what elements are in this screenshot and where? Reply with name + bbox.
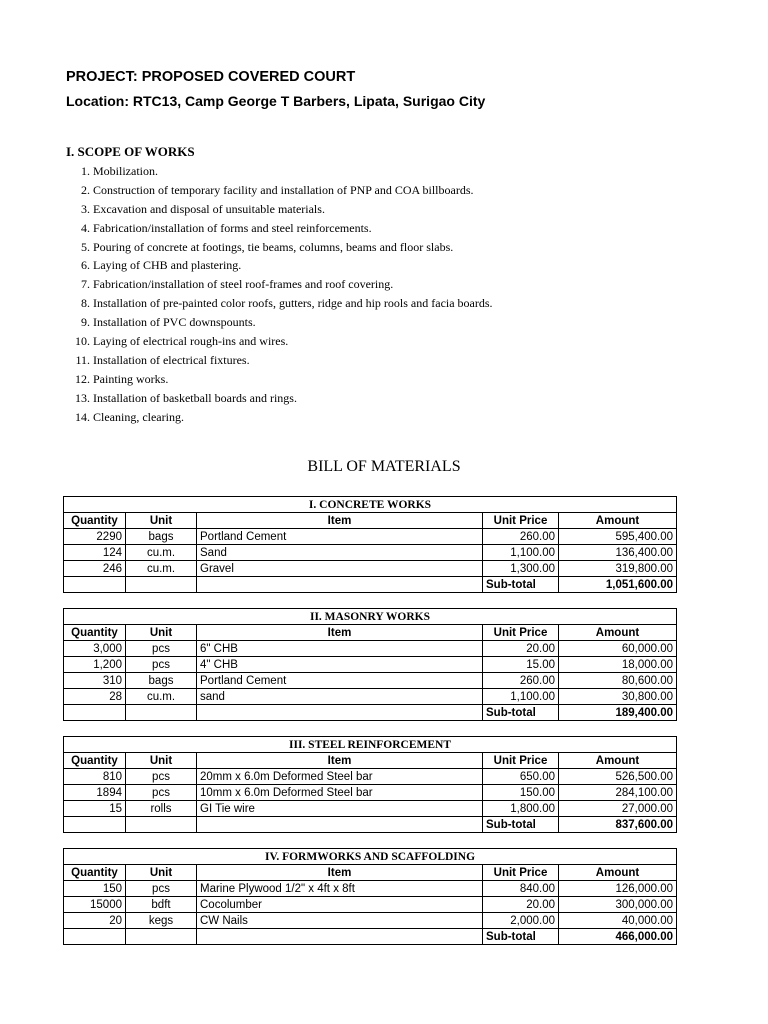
col-amount: Amount [559,513,677,529]
cell-unit-price: 260.00 [483,673,559,689]
cell-amount: 80,600.00 [559,673,677,689]
table-row [64,657,677,673]
bom-table [63,496,677,593]
cell-amount: 136,400.00 [559,545,677,561]
section-title: II. MASONRY WORKS [64,609,677,625]
column-header-row [64,513,677,529]
scope-item-text: Construction of temporary facility and installation of PNP and COA billboards. [93,182,474,197]
project-title: PROJECT: PROPOSED COVERED COURT [66,69,356,85]
table-row [64,529,677,545]
cell-quantity: 3,000 [64,641,126,657]
section-header-row [64,849,677,865]
cell-unit-price: 20.00 [483,897,559,913]
column-header-row [64,865,677,881]
cell-empty [126,705,197,721]
cell-empty [197,817,483,833]
cell-quantity: 15 [64,801,126,817]
table-row [64,801,677,817]
bom-title: BILL OF MATERIALS [307,458,461,475]
col-amount: Amount [559,865,677,881]
scope-item [0,313,493,332]
scope-item-number: 3. [81,201,90,216]
subtotal-row [64,817,677,833]
cell-item: Portland Cement [197,673,483,689]
cell-quantity: 20 [64,913,126,929]
cell-unit-price: 2,000.00 [483,913,559,929]
scope-item [0,351,493,370]
cell-amount: 319,800.00 [559,561,677,577]
table-row [64,769,677,785]
bom-table [63,848,677,945]
scope-item-number: 14. [75,409,90,424]
scope-item [0,162,493,181]
scope-item-text: Painting works. [93,371,169,386]
scope-item [0,389,493,408]
cell-item: GI Tie wire [197,801,483,817]
table-row [64,561,677,577]
col-unit-price: Unit Price [483,865,559,881]
col-unit-price: Unit Price [483,625,559,641]
section-title: III. STEEL REINFORCEMENT [64,737,677,753]
col-amount: Amount [559,625,677,641]
cell-item: Marine Plywood 1/2" x 4ft x 8ft [197,881,483,897]
cell-unit-price: 15.00 [483,657,559,673]
table-row [64,673,677,689]
cell-unit: pcs [126,641,197,657]
col-amount: Amount [559,753,677,769]
scope-item-text: Installation of PVC downspounts. [93,315,256,330]
subtotal-value: 466,000.00 [559,929,677,945]
scope-item [0,238,493,257]
section-header-row [64,497,677,513]
scope-item-number: 6. [81,258,90,273]
col-quantity: Quantity [64,625,126,641]
col-item: Item [197,753,483,769]
scope-item-number: 7. [81,277,90,292]
scope-item-text: Installation of basketball boards and rings. [93,390,297,405]
table-row [64,785,677,801]
cell-unit-price: 1,300.00 [483,561,559,577]
cell-amount: 30,800.00 [559,689,677,705]
cell-empty [126,929,197,945]
scope-item-number: 8. [81,296,90,311]
scope-item-text: Fabrication/installation of steel roof-frames and roof covering. [93,277,394,292]
section-header-row [64,609,677,625]
col-unit: Unit [126,753,197,769]
col-unit: Unit [126,625,197,641]
col-item: Item [197,865,483,881]
bom-table [63,736,677,833]
subtotal-value: 1,051,600.00 [559,577,677,593]
cell-unit-price: 150.00 [483,785,559,801]
subtotal-label: Sub-total [483,817,559,833]
cell-amount: 40,000.00 [559,913,677,929]
subtotal-row [64,929,677,945]
cell-item: sand [197,689,483,705]
subtotal-label: Sub-total [483,929,559,945]
cell-unit: pcs [126,785,197,801]
scope-item-text: Excavation and disposal of unsuitable materials. [93,201,325,216]
cell-empty [197,705,483,721]
subtotal-label: Sub-total [483,577,559,593]
cell-empty [126,577,197,593]
cell-quantity: 810 [64,769,126,785]
col-item: Item [197,625,483,641]
cell-unit-price: 840.00 [483,881,559,897]
cell-unit-price: 1,800.00 [483,801,559,817]
table-row [64,641,677,657]
subtotal-label: Sub-total [483,705,559,721]
scope-item [0,219,493,238]
scope-item-text: Laying of electrical rough-ins and wires. [93,334,289,349]
cell-item: CW Nails [197,913,483,929]
cell-amount: 126,000.00 [559,881,677,897]
cell-item: Gravel [197,561,483,577]
cell-unit: pcs [126,881,197,897]
cell-empty [64,577,126,593]
cell-unit: pcs [126,657,197,673]
column-header-row [64,625,677,641]
cell-quantity: 15000 [64,897,126,913]
col-quantity: Quantity [64,513,126,529]
scope-item-number: 11. [75,352,90,367]
cell-amount: 60,000.00 [559,641,677,657]
cell-unit-price: 20.00 [483,641,559,657]
subtotal-row [64,577,677,593]
col-quantity: Quantity [64,753,126,769]
cell-quantity: 246 [64,561,126,577]
cell-quantity: 28 [64,689,126,705]
subtotal-value: 837,600.00 [559,817,677,833]
scope-item-text: Installation of electrical fixtures. [93,352,250,367]
cell-unit: bags [126,529,197,545]
cell-amount: 595,400.00 [559,529,677,545]
scope-item [0,332,493,351]
cell-unit: bags [126,673,197,689]
cell-unit-price: 1,100.00 [483,689,559,705]
cell-quantity: 1,200 [64,657,126,673]
cell-empty [197,929,483,945]
scope-item-number: 9. [81,315,90,330]
scope-item-text: Laying of CHB and plastering. [93,258,242,273]
scope-item-number: 5. [81,239,90,254]
table-row [64,897,677,913]
cell-quantity: 310 [64,673,126,689]
cell-unit: bdft [126,897,197,913]
scope-item-number: 10. [75,334,90,349]
scope-item-text: Pouring of concrete at footings, tie beams, columns, beams and floor slabs. [93,239,454,254]
col-item: Item [197,513,483,529]
cell-amount: 526,500.00 [559,769,677,785]
cell-unit: cu.m. [126,689,197,705]
scope-item-text: Cleaning, clearing. [93,409,184,424]
section-header-row [64,737,677,753]
cell-unit: kegs [126,913,197,929]
col-unit: Unit [126,513,197,529]
scope-heading: I. SCOPE OF WORKS [66,144,195,159]
cell-unit: rolls [126,801,197,817]
scope-item-number: 12. [75,371,90,386]
cell-amount: 27,000.00 [559,801,677,817]
scope-item-number: 4. [81,220,90,235]
cell-empty [64,929,126,945]
scope-item [0,200,493,219]
cell-item: Sand [197,545,483,561]
cell-amount: 300,000.00 [559,897,677,913]
cell-item: 20mm x 6.0m Deformed Steel bar [197,769,483,785]
scope-item-text: Installation of pre-painted color roofs, gutters, ridge and hip rools and facia boards. [93,296,493,311]
table-row [64,689,677,705]
scope-item [0,275,493,294]
cell-quantity: 150 [64,881,126,897]
column-header-row [64,753,677,769]
scope-item-text: Fabrication/installation of forms and steel reinforcements. [93,220,372,235]
col-quantity: Quantity [64,865,126,881]
section-title: IV. FORMWORKS AND SCAFFOLDING [64,849,677,865]
scope-item-number: 13. [75,390,90,405]
cell-quantity: 1894 [64,785,126,801]
subtotal-row [64,705,677,721]
table-row [64,913,677,929]
cell-empty [64,817,126,833]
cell-amount: 284,100.00 [559,785,677,801]
section-title: I. CONCRETE WORKS [64,497,677,513]
cell-unit-price: 650.00 [483,769,559,785]
cell-unit-price: 1,100.00 [483,545,559,561]
scope-item-number: 2. [81,182,90,197]
table-row [64,881,677,897]
scope-item-text: Mobilization. [93,164,158,178]
scope-list [0,162,493,426]
subtotal-value: 189,400.00 [559,705,677,721]
cell-amount: 18,000.00 [559,657,677,673]
col-unit: Unit [126,865,197,881]
cell-empty [197,577,483,593]
cell-item: 4" CHB [197,657,483,673]
cell-empty [64,705,126,721]
cell-item: 10mm x 6.0m Deformed Steel bar [197,785,483,801]
project-location: Location: RTC13, Camp George T Barbers, Lipata, Surigao City [66,93,486,109]
scope-item [0,294,493,313]
cell-item: 6" CHB [197,641,483,657]
col-unit-price: Unit Price [483,753,559,769]
cell-item: Portland Cement [197,529,483,545]
cell-unit: cu.m. [126,561,197,577]
cell-item: Cocolumber [197,897,483,913]
cell-unit: cu.m. [126,545,197,561]
cell-quantity: 124 [64,545,126,561]
bom-table [63,608,677,721]
scope-item [0,181,493,200]
scope-item [0,256,493,275]
cell-unit: pcs [126,769,197,785]
scope-item [0,370,493,389]
cell-empty [126,817,197,833]
col-unit-price: Unit Price [483,513,559,529]
scope-item-number: 1. [81,164,90,178]
table-row [64,545,677,561]
scope-item [0,408,493,427]
cell-unit-price: 260.00 [483,529,559,545]
cell-quantity: 2290 [64,529,126,545]
